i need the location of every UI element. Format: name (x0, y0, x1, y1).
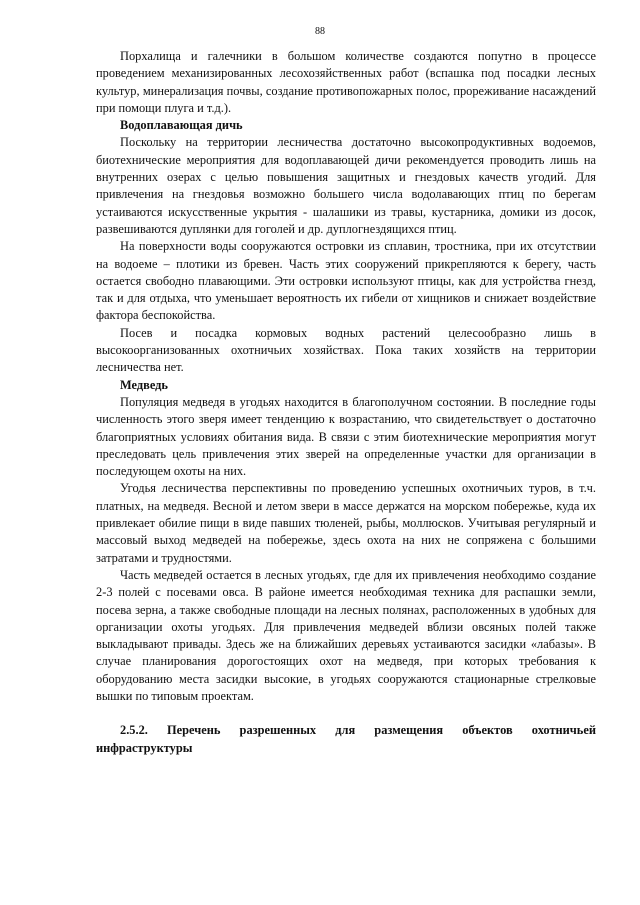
heading-bear: Медведь (120, 377, 168, 392)
section-heading-infrastructure: 2.5.2. Перечень разрешенных для размещения объектов охотничьей инфраструктуры (96, 723, 596, 755)
paragraph-pits: Порхалища и галечники в большом количестве создаются попутно в процессе проведением механизированных лесохозяйственных работ (вспашка под посадки лесных культур, минерализация почвы, создание противопожарных полос, прореживание насаждений при помощи плуга и т.д.). (96, 49, 596, 115)
page-number: 88 (315, 26, 325, 37)
heading-waterfowl: Водоплавающая дичь (120, 118, 243, 133)
paragraph-islands: На поверхности воды сооружаются островки из сплавин, тростника, при их отсутствии на водоеме – плотики из бревен. Часть этих сооружений прикрепляются к берегу, часть остается свободно плавающими. Эти островки используют птицы, как для устройства гнезд, так и для отдыха, что уменьшает вероятность их гибели от хищников и снижает воздействие фактора беспокойства. (96, 239, 596, 323)
paragraph-bear-tours: Угодья лесничества перспективны по проведению успешных охотничьих туров, в т.ч. платных, на медведя. Весной и летом звери в массе держатся на морском побережье, куда их привлекает обилие пищи в виде павших тюленей, рыбы, моллюсков. Учитывая регулярный и массовый выход медведей на побережье, здесь охота на них не сопряжена с большими затратами и трудностями. (96, 481, 596, 565)
page-body (96, 48, 596, 757)
paragraph-aquatic-plants: Посев и посадка кормовых водных растений целесообразно лишь в высокоорганизованных охотничьих хозяйствах. Пока таких хозяйств на территории лесничества нет. (96, 325, 596, 375)
paragraph-waterfowl-measures: Поскольку на территории лесничества достаточно высокопродуктивных водоемов, биотехнические мероприятия для водоплавающей дичи рекомендуется проводить лишь на внутренних озерах с целью повышения защитных и гнездовых качеств угодий. Для привлечения на гнездовья возможно большего числа водолавающих птиц по берегам устаиваются искусственные укрытия - шалашики из травы, кустарника, домики из досок, развешиваются дуплянки для гоголей и др. дуплогнездящихся птиц. (96, 135, 596, 236)
paragraph-bear-population: Популяция медведя в угодьях находится в благополучном состоянии. В последние годы численность этого зверя имеет тенденцию к возрастанию, что свидетельствует о достаточно благоприятных условиях обитания вида. В связи с этим биотехнические мероприятия могут преследовать цель привлечения этих зверей на определенные участки для организации в последующем охоты на них. (96, 394, 596, 479)
paragraph-bear-fields: Часть медведей остается в лесных угодьях, где для их привлечения необходимо создание 2-3 полей с посевами овса. В районе имеется необходимая техника для распашки земли, посева зерна, а также свободные площади на лесных полянах, расположенных в удобных для организации охоты угодьях. Для привлечения медведей вблизи овсяных полей также выкладывают привады. Здесь же на ближайших деревьях устаиваются засидки «лабазы». В случае планирования дорогостоящих охот на медведя, при которых требования к оборудованию места засидки высокие, в угодьях сооружаются стационарные стрелковые вышки по типовым проектам. (96, 567, 596, 703)
